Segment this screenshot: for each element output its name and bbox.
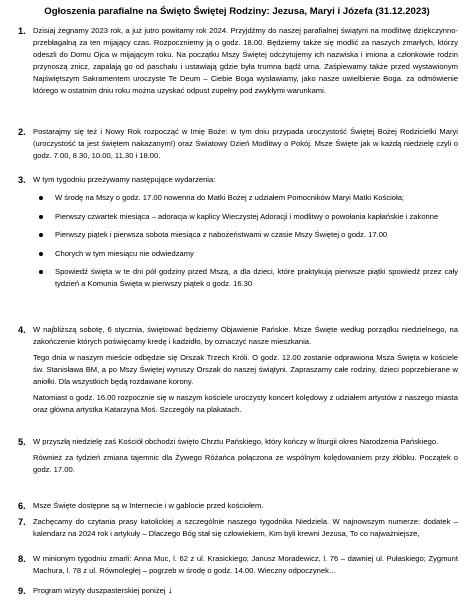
- item-number: 5.: [18, 437, 26, 447]
- item-paragraph: [33, 585, 458, 597]
- bullet-icon: [39, 252, 43, 256]
- bullet-icon: [39, 233, 43, 237]
- list-item: [33, 248, 458, 260]
- item-paragraph: W tym tygodniu przeżywamy następujące wydarzenia:: [33, 175, 216, 184]
- list-item: [33, 266, 458, 290]
- event-list: [33, 192, 458, 290]
- bullet-icon: [39, 196, 43, 200]
- item-paragraph: Postarajmy się też i Nowy Rok rozpocząć w Imię Boże: w tym dniu przypada uroczystość Świętej Bożej Rodzicielki Maryi (uroczystość ta jest świętem nakazanym!) oraz Światowy Dzień Modlitwy o Pokój. Msze Święte jak w każdą niedzielę czyli o godz. 7.00, 8.30, 10.00, 11.30 i 18.00.: [33, 127, 458, 160]
- list-item: [33, 211, 458, 223]
- item-number: 6.: [18, 501, 26, 511]
- item-paragraph: W minionym tygodniu zmarli: Anna Muc, l. 62 z ul. Krasickiego; Janusz Moradewicz, l. 76 – dawniej ul. Pułaskiego; Zygmunt Machura, l. 78 z ul. Równoległej – pogrzeb w środę o godz. 14.00. Wieczny odpoczynek…: [33, 554, 458, 575]
- item-paragraph: Zachęcamy do czytania prasy katolickiej a szczególnie naszego tygodnika Niedziela. W najnowszym numerze: dodatek – kalendarz na 2024 rok i artykuły – Dlaczego Bóg stał się człowiekiem, Kim byli krewni Jezusa, To co najważniejsze,: [33, 517, 458, 538]
- list-item-text: Pierwszy piątek i pierwsza sobota miesiąca z nabożeństwami w czasie Mszy Świętej o godz. 17.00: [55, 230, 388, 239]
- item-number: 7.: [18, 517, 26, 527]
- item-text: Program wizyty duszpasterskiej poniżej: [33, 586, 166, 595]
- list-item: [33, 229, 458, 241]
- bullet-icon: [39, 270, 43, 274]
- item-paragraph: Również za tydzień zmiana tajemnic dla Żywego Różańca połączona ze wspólnym kolędowaniem przy żłóbku. Początek o godz. 17.00.: [33, 453, 458, 474]
- item-number: 8.: [18, 554, 26, 564]
- item-body: [33, 25, 458, 101]
- item-paragraph: Dzisiaj żegnamy 2023 rok, a już jutro powitamy rok 2024. Przyjdźmy do naszej parafialnej świątyni na modlitwę dziękczynno-przebłagalną za ten mijający czas. Rozpoczniemy ją o godz. 18.00. Będziemy także się modlić za naszych zmarłych, którzy odeszli do Domu Ojca w mijającym roku. Na początku Mszy Świętej odczytujemy ich nazwiska i imiona a członkowie rodzin przynoszą znicz, zapalają go od paschału i ustawiają gdzie była trumna bądź urna. Zaśpiewamy także przed wystawionym Najświętszym Sakramentem uroczyste Te Deum – Ciebie Boga wysławiamy, jako nasze uwielbienie Boga. za odmówienie którego w ostatnim dniu roku można uzyskać odpust zupełny pod zwykłymi warunkami.: [33, 26, 458, 95]
- list-item-text: Chorych w tym miesiącu nie odwiedzamy: [55, 248, 194, 258]
- item-paragraph: W przyszłą niedzielę zaś Kościół obchodzi święto Chrztu Pańskiego, który kończy w liturgii okres Narodzenia Pańskiego.: [33, 437, 439, 446]
- item-body: [33, 436, 458, 480]
- bullet-icon: [39, 215, 43, 219]
- list-item-text: Pierwszy czwartek miesiąca – adoracja w kaplicy Wieczystej Adoracji i modlitwy o powołania kapłańskie i zakonne: [55, 211, 439, 221]
- item-body: [33, 126, 458, 166]
- item-body: [33, 553, 458, 581]
- list-item-text: W środę na Mszy o godz. 17.00 nowenna do Matki Bożej z udziałem Pomocników Maryi Matki Kościoła;: [55, 193, 405, 202]
- item-number: 9.: [18, 586, 26, 596]
- item-number: 3.: [18, 175, 26, 185]
- item-paragraph: W najbliższą sobotę, 6 stycznia, świętować będziemy Objawienie Pańskie. Msze Święte według porządku niedzielnego, na zakończenie których poświęcamy kredę i kadzidło, by oznaczyć nasze mieszkania.: [33, 325, 458, 346]
- page-title: Ogłoszenia parafialne na Święto Świętej Rodziny: Jezusa, Maryi i Józefa (31.12.2023): [44, 6, 430, 17]
- item-paragraph: Msze Święte dostępne są w Internecie i w gablocie przed kościołem.: [33, 501, 264, 510]
- item-number: 2.: [18, 127, 26, 137]
- item-paragraph: Natomiast o godz. 16.00 rozpocznie się w naszym kościele uroczysty koncert kolędowy z udziałem artystów z naszego miasta oraz główna artystka Katarzyna Moś. Szczegóły na plakatach.: [33, 393, 458, 414]
- list-item-text: Spowiedź święta w te dni pół godziny przed Mszą, a dla dzieci, które praktykują pierwsze piątki spowiedź przez cały tydzień a Komunia Święta w pierwszy piątek o godz. 16.30: [55, 267, 458, 288]
- list-item: [33, 192, 458, 204]
- item-body: [33, 324, 458, 420]
- item-body: [33, 174, 458, 290]
- item-body: [33, 516, 458, 544]
- arrow-down-icon: ↓: [167, 585, 173, 596]
- item-number: 4.: [18, 325, 26, 335]
- item-body: [33, 500, 458, 516]
- item-paragraph: Tego dnia w naszym mieście odbędzie się Orszak Trzech Króli. O godz. 12.00 zostanie odprawiona Msza Święta w kościele św. Stanisława BM, a po Mszy Świętej wyruszy Orszak do naszej świątyni. Zapraszamy całe rodziny, dzieci poprzebierane w aniołki. Dla wszystkich będą rozdawane korony.: [33, 353, 458, 386]
- item-number: 1.: [18, 26, 26, 36]
